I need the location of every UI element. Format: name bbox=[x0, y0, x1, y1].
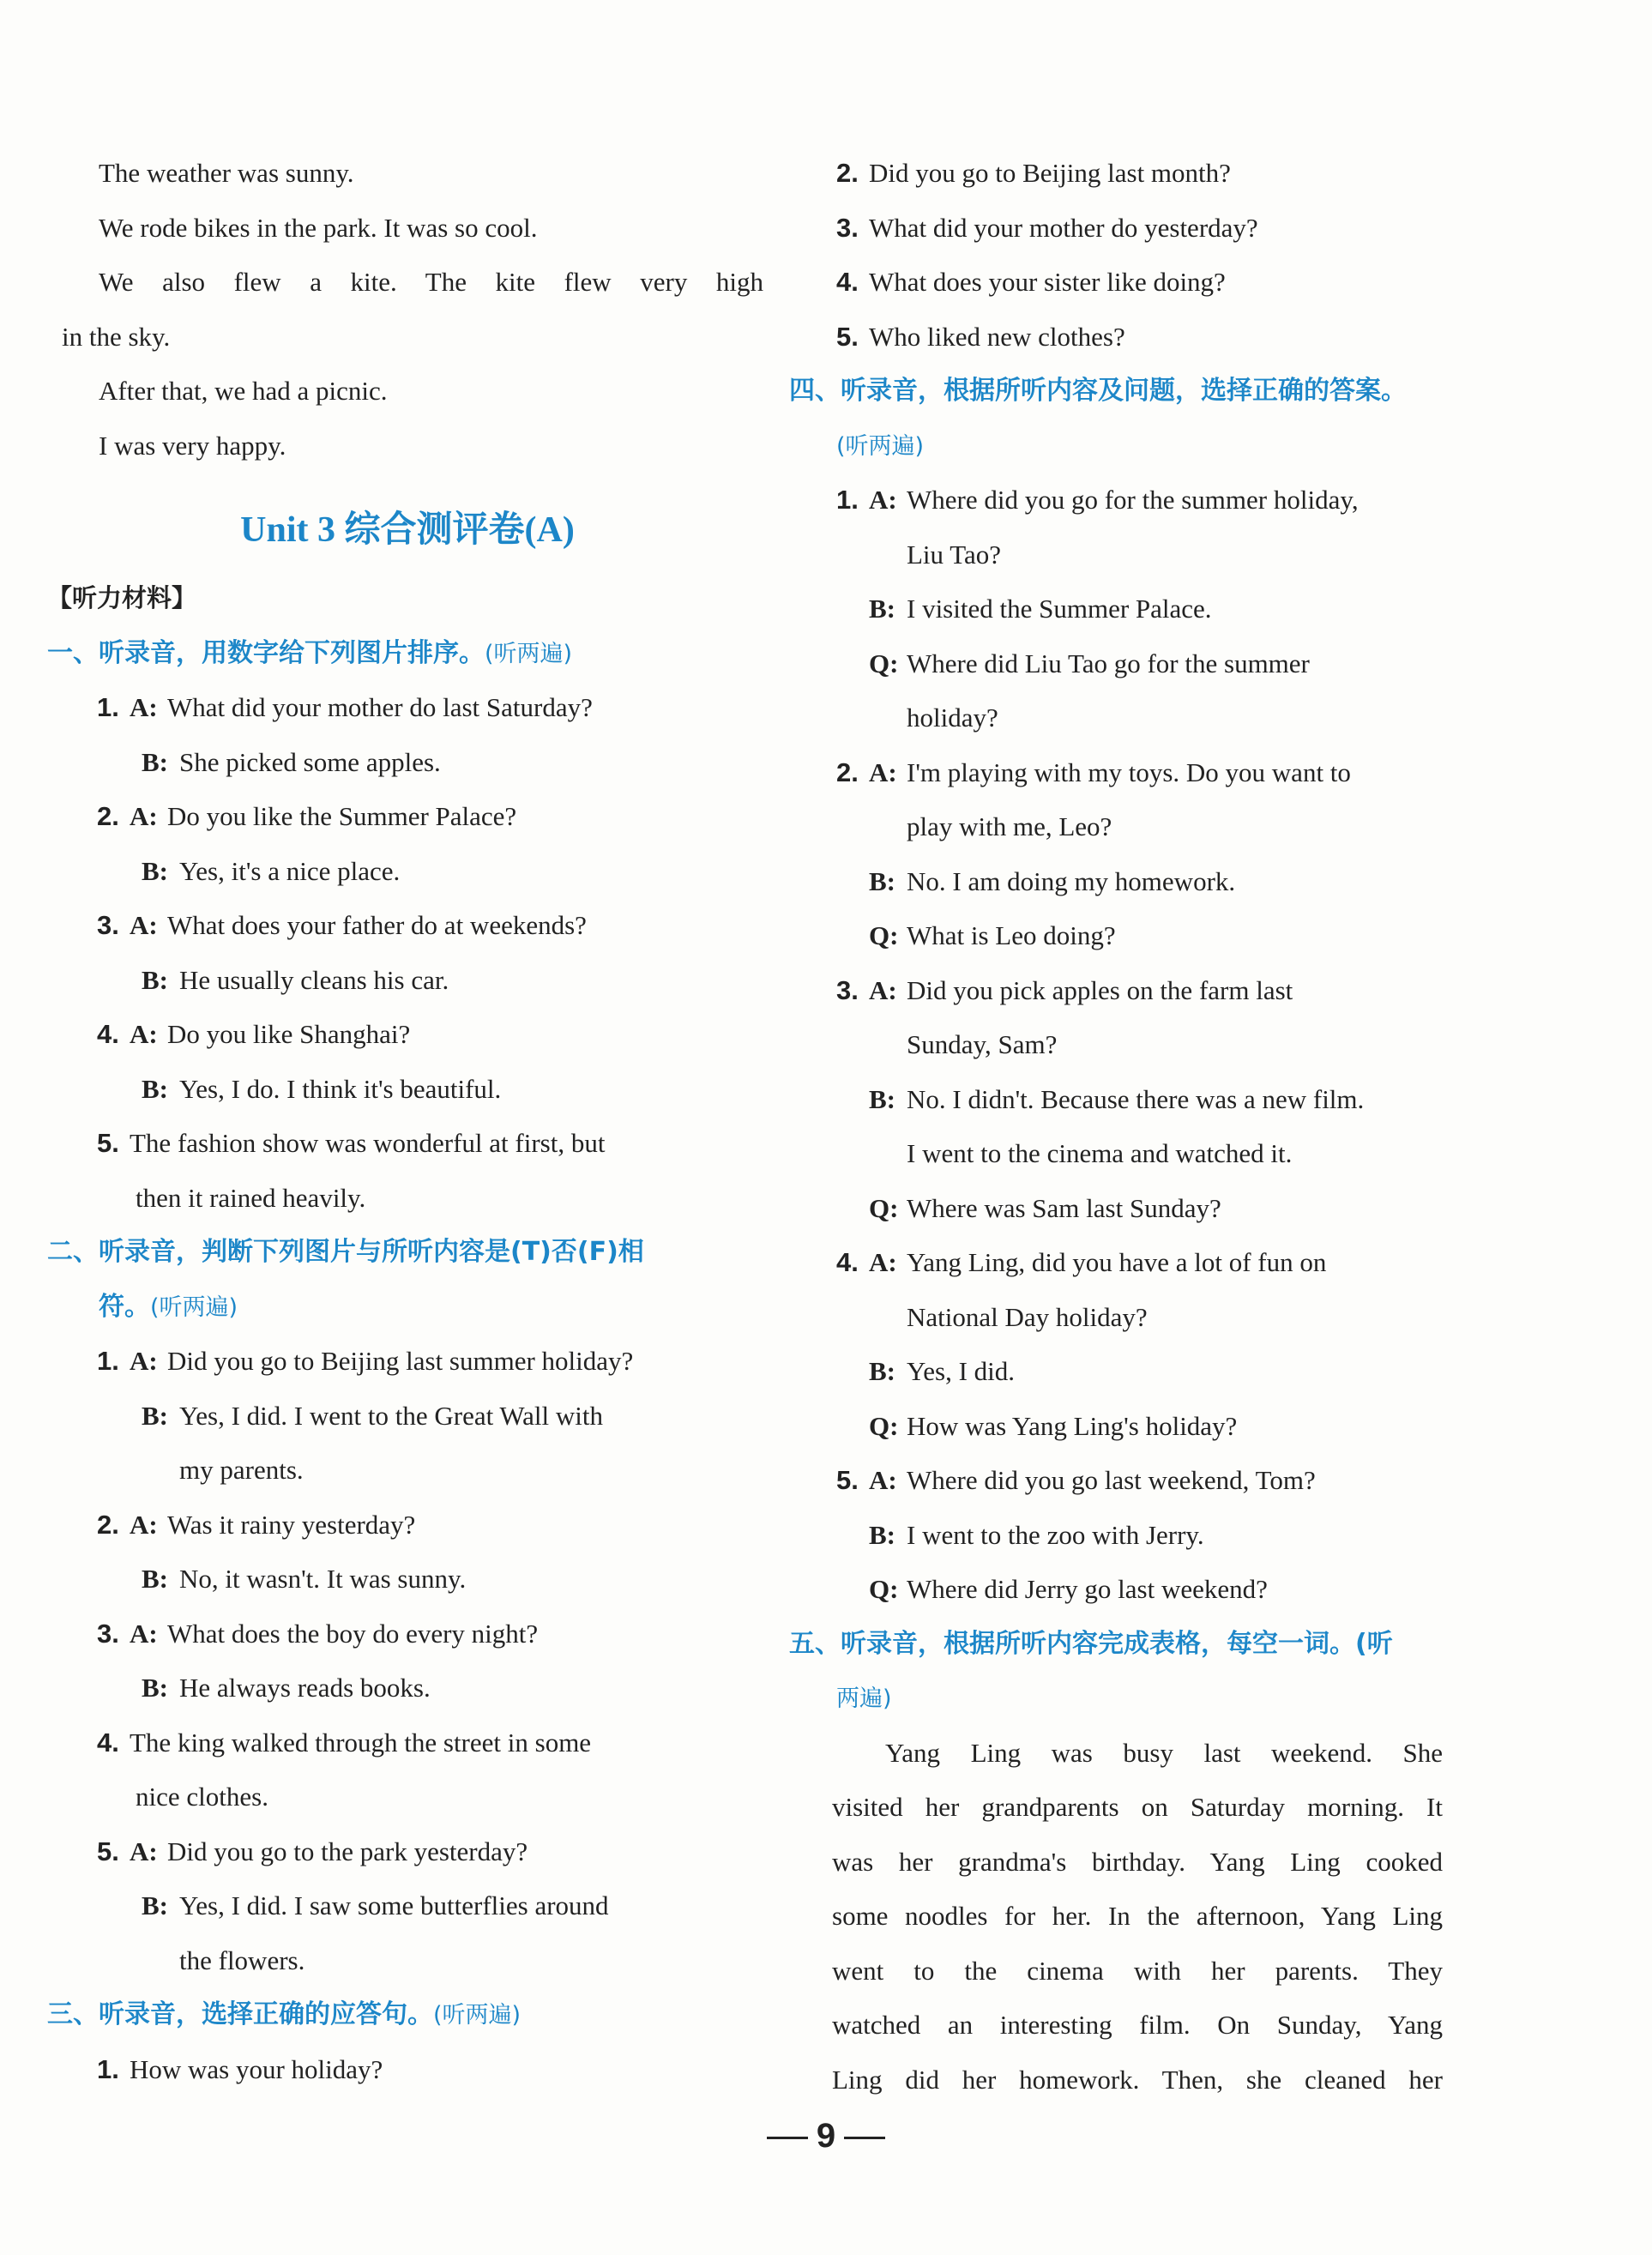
page-number: 9 bbox=[0, 2117, 1652, 2156]
dialog-line: B: Yes, it's a nice place. bbox=[142, 855, 401, 886]
dialog-line: I went to the cinema and watched it. bbox=[907, 1138, 1293, 1168]
section-5-heading-cont: 两遍) bbox=[836, 1685, 892, 1712]
dialog-line: National Day holiday? bbox=[907, 1301, 1148, 1332]
material-label: 【听力材料】 bbox=[47, 583, 197, 612]
dialog-line: B: Yes, I do. I think it's beautiful. bbox=[142, 1073, 502, 1104]
unit-title: Unit 3 综合测评卷(A) bbox=[240, 510, 575, 550]
dialog-line: 5. A: Did you go to the park yesterday? bbox=[97, 1836, 528, 1866]
dialog-line: 3. A: What does the boy do every night? bbox=[97, 1618, 539, 1649]
question-line: 4. What does your sister like doing? bbox=[836, 267, 1226, 297]
dialog-line: 4. A: Yang Ling, did you have a lot of fun on bbox=[836, 1247, 1327, 1277]
page-number-dash bbox=[844, 2137, 885, 2139]
dialog-line: nice clothes. bbox=[136, 1782, 268, 1812]
dialog-line: 5. The fashion show was wonderful at first, but bbox=[97, 1128, 606, 1158]
dialog-line: Q: What is Leo doing? bbox=[869, 920, 1116, 950]
dialog-line: 1. A: What did your mother do last Saturday? bbox=[97, 692, 593, 722]
section-4-heading: 四、听录音，根据所听内容及问题，选择正确的答案。 bbox=[789, 376, 1407, 406]
intro-line: in the sky. bbox=[62, 321, 171, 352]
paragraph-line: went to the cinema with her parents. They bbox=[832, 1955, 1443, 1986]
paragraph-line: watched an interesting film. On Sunday, Yang bbox=[832, 2010, 1443, 2040]
section-5-heading: 五、听录音，根据所听内容完成表格，每空一词。(听 bbox=[789, 1628, 1393, 1659]
dialog-line: B: Yes, I did. bbox=[869, 1356, 1016, 1386]
dialog-line: B: Yes, I did. I saw some butterflies around bbox=[142, 1890, 609, 1920]
paragraph-line: Ling did her homework. Then, she cleaned her bbox=[832, 2064, 1443, 2095]
dialog-line: Q: Where did Liu Tao go for the summer bbox=[869, 648, 1310, 678]
dialog-line: 4. The king walked through the street in some bbox=[97, 1727, 592, 1758]
dialog-line: 4. A: Do you like Shanghai? bbox=[97, 1019, 411, 1049]
dialog-line: Q: Where did Jerry go last weekend? bbox=[869, 1574, 1268, 1604]
question-line: 2. Did you go to Beijing last month? bbox=[836, 158, 1231, 188]
page-number-dash bbox=[767, 2137, 808, 2139]
section-3-heading: 三、听录音，选择正确的应答句。(听两遍) bbox=[47, 1999, 522, 2029]
section-2-heading-cont: 符。(听两遍) bbox=[99, 1291, 238, 1322]
dialog-line: Sunday, Sam? bbox=[907, 1029, 1058, 1059]
question-line: 3. What did your mother do yesterday? bbox=[836, 212, 1258, 243]
dialog-line: holiday? bbox=[907, 702, 998, 733]
dialog-line: B: No. I am doing my homework. bbox=[869, 865, 1236, 896]
dialog-line: then it rained heavily. bbox=[136, 1182, 366, 1213]
intro-line: I was very happy. bbox=[99, 430, 286, 461]
dialog-line: 1. A: Did you go to Beijing last summer holiday? bbox=[97, 1346, 634, 1376]
section-1-heading: 一、听录音，用数字给下列图片排序。(听两遍) bbox=[47, 637, 573, 668]
intro-line: We rode bikes in the park. It was so cool. bbox=[99, 212, 538, 243]
intro-line: After that, we had a picnic. bbox=[99, 376, 388, 406]
section-4-note: (听两遍) bbox=[836, 432, 925, 460]
dialog-line: Q: How was Yang Ling's holiday? bbox=[869, 1410, 1238, 1441]
paragraph-line: some noodles for her. In the afternoon, Yang Ling bbox=[832, 1901, 1443, 1931]
paragraph-line: was her grandma's birthday. Yang Ling cooked bbox=[832, 1846, 1443, 1877]
dialog-line: 3. A: Did you pick apples on the farm last bbox=[836, 974, 1293, 1005]
dialog-line: 1. A: Where did you go for the summer holiday, bbox=[836, 485, 1359, 515]
dialog-line: B: I went to the zoo with Jerry. bbox=[869, 1519, 1204, 1550]
intro-line: We also flew a kite. The kite flew very high bbox=[99, 267, 763, 297]
dialog-line: B: I visited the Summer Palace. bbox=[869, 594, 1212, 624]
dialog-line: 3. A: What does your father do at weekends? bbox=[97, 910, 587, 940]
dialog-line: B: She picked some apples. bbox=[142, 746, 441, 777]
section-2-heading: 二、听录音，判断下列图片与所听内容是(T)否(F)相 bbox=[47, 1237, 644, 1267]
right-column bbox=[789, 146, 1510, 2107]
dialog-line: 2. A: Was it rainy yesterday? bbox=[97, 1509, 416, 1540]
dialog-line: B: He usually cleans his car. bbox=[142, 964, 449, 995]
dialog-line: B: No, it wasn't. It was sunny. bbox=[142, 1564, 467, 1594]
dialog-line: B: He always reads books. bbox=[142, 1673, 431, 1703]
intro-line: The weather was sunny. bbox=[99, 158, 354, 188]
left-column bbox=[47, 146, 768, 2096]
dialog-line: 2. A: I'm playing with my toys. Do you want to bbox=[836, 757, 1351, 787]
dialog-line: B: No. I didn't. Because there was a new film. bbox=[869, 1083, 1365, 1114]
paragraph-line: Yang Ling was busy last weekend. She bbox=[885, 1737, 1443, 1768]
paragraph-line: visited her grandparents on Saturday morning. It bbox=[832, 1792, 1443, 1822]
dialog-line: Liu Tao? bbox=[907, 539, 1002, 570]
dialog-line: my parents. bbox=[179, 1455, 304, 1485]
dialog-line: 5. A: Where did you go last weekend, Tom? bbox=[836, 1465, 1316, 1495]
dialog-line: the flowers. bbox=[179, 1944, 305, 1975]
dialog-line: B: Yes, I did. I went to the Great Wall with bbox=[142, 1400, 604, 1431]
dialog-line: Q: Where was Sam last Sunday? bbox=[869, 1192, 1221, 1223]
question-line: 5. Who liked new clothes? bbox=[836, 321, 1125, 352]
dialog-line: 2. A: Do you like the Summer Palace? bbox=[97, 801, 517, 831]
dialog-line: play with me, Leo? bbox=[907, 811, 1112, 841]
question-line: 1. How was your holiday? bbox=[97, 2053, 383, 2084]
